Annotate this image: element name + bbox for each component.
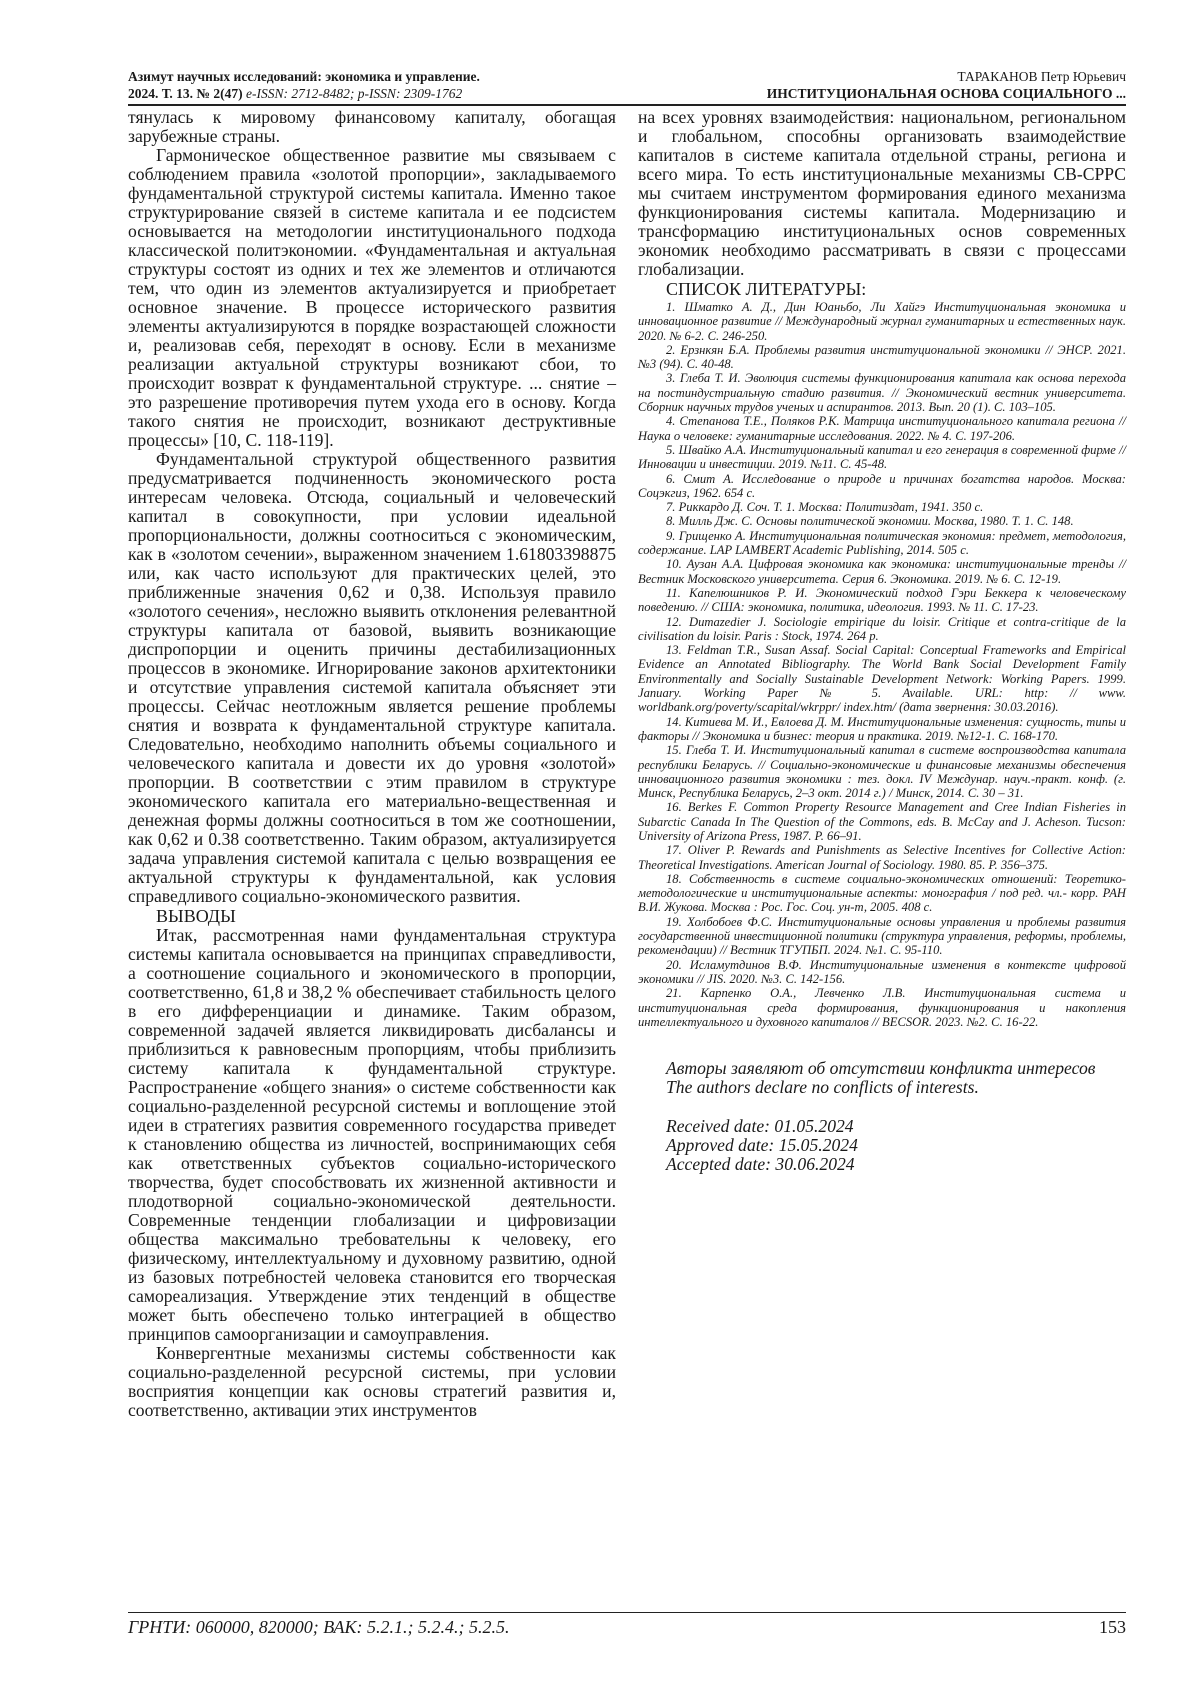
reference-list — [638, 300, 1126, 1029]
reference-item: 20. Исламутдинов В.Ф. Институциональные изменения в контексте цифровой экономики // JIS. 2020. №3. С. 142-156. — [638, 957, 1126, 986]
body-paragraph: Фундаментальной структурой общественного развития предусматривается подчиненность экономического роста интересам человека. Отсюда, социальный и человеческий капитал в совокупности, при условии идеальной пропорциональности, должны соотноситься с экономическим, как в «золотом сечении», выраженном значением 1.61803398875 или, как часто используют для практических целей, это приближенные значения 0,62 и 0,38. Используя правило «золотого сечения», несложно выявить отклонения релевантной структуры капитала от базовой, выявить возникающие диспропорции и оценить причины дестабилизационных процессов в экономике. Игнорирование законов архитектоники и отсутствие управления системой капитала объясняет эти процессы. Сейчас неотложным является решение проблемы снятия и возврата к фундаментальной структуре капитала. Следовательно, необходимо наполнить объемы социального и человеческого капитала и довести их до уровня «золотой» пропорции. В соответствии с этим правилом в структуре экономического капитала его материально-вещественная и денежная формы должны соотноситься в том же соотношении, как 0,62 и 0.38 соответственно. Таким образом, актуализируется задача управления системой капитала с целью возвращения ее актуальной структуры к фундаментальной, как условия справедливого социально-экономического развития. — [128, 449, 616, 906]
reference-item: 19. Холбобоев Ф.С. Институциональные основы управления и проблемы развития государственной инвестиционной политики (структура управления, реформы, проблемы, рекомендации) // Вестник ТГУПБП. 2024. №1. С. 95-110. — [638, 914, 1126, 958]
reference-item: 5. Швайко А.А. Институциональный капитал и его генерация в современной фирме // Инновации и инвестиции. 2019. №11. С. 45-48. — [638, 442, 1126, 472]
footer-rule — [128, 1612, 1126, 1613]
author-name: Петр Юрьевич — [1037, 69, 1126, 84]
page-number: 153 — [1099, 1617, 1126, 1637]
author-surname: ТАРАКАНОВ — [957, 69, 1038, 84]
references-title: СПИСОК ЛИТЕРАТУРЫ: — [666, 279, 867, 299]
reference-item: 7. Риккардо Д. Соч. Т. 1. Москва: Политиздат, 1941. 350 с. — [666, 500, 984, 515]
reference-item: 17. Oliver P. Rewards and Punishments as Selective Incentives for Collective Action: Theoretical Investigations. American Journal of Sociology. 1980. 85. P. 356–375. — [638, 843, 1126, 872]
running-header — [128, 68, 1126, 106]
reference-item: 10. Аузан А.А. Цифровая экономика как экономика: институциональные тренды // Вестник Московского университета. Серия 6. Экономика. 2019. № 6. С. 12-19. — [638, 557, 1126, 586]
body-paragraph: Итак, рассмотренная нами фундаментальная структура системы капитала основывается на принципах справедливости, а соотношение социального и экономического в пропорции, соответственно, 61,8 и 38,2 % обеспечивает стабильность целого в его дифференциации и динамике. Таким образом, современной задачей является ликвидировать дисбалансы и приблизиться к равновесным пропорциям, чтобы приблизить систему капитала к фундаментальной структуре. Распространение «общего знания» о системе собственности как социально-разделенной ресурсной системы и воплощение этой идеи в стратегиях развития современного государства приведет к становлению общества из личностей, воспринимающих себя как ответственных субъектов социально-исторического творчества, будет способствовать их жизненной активности и плодотворной социально-экономической деятельности. Современные тенденции глобализации и цифровизации общества максимально требовательны к человеку, его физическому, интеллектуальному и духовному развитию, одной из базовых потребностей человека становится его творческая самореализация. Утверждение этих тенденций в обществе может быть обеспечено только интеграцией в общество принципов самоорганизации и самоуправления. — [128, 925, 616, 1344]
reference-item: 3. Глеба Т. И. Эволюция системы функционирования капитала как основа перехода на постиндустриальную стадию развития. // Экономический вестник университета. Сборник научных трудов ученых и аспирантов. 2013. Вып. 20 (1). С. 103–105. — [638, 371, 1126, 415]
reference-item: 9. Грищенко А. Институциональная политическая экономия: предмет, методология, содержание. LAP LAMBERT Academic Publishing, 2014. 505 с. — [638, 528, 1126, 558]
body-paragraph: Гармоническое общественное развитие мы связываем с соблюдением правила «золотой пропорции», закладываемого фундаментальной структурой системы капитала. Именно такое структурирование связей в системе капитала и ее подсистем основывается на методологии институционального подхода классической политэкономии. «Фундаментальная и актуальная структуры состоят из одних и тех же элементов и отличаются тем, что один из элементов актуализируется и приобретает основное значение. В процессе исторического развития элементы актуализируются в порядке возрастающей сложности и, реализовав себя, переходят в основу. Если в механизме реализации актуальной структуры возникают сбои, то происходит возврат к фундаментальной структуре. ... снятие – это разрешение противоречия путем ухода его в основу. Когда такого снятия не происходит, возникают деструктивные процессы» [10, С. 118-119]. — [128, 145, 616, 450]
header-rule — [128, 104, 1126, 106]
article-info — [767, 68, 1126, 102]
section-title-conclusions: ВЫВОДЫ — [156, 906, 236, 926]
reference-item: 4. Степанова Т.Е., Поляков Р.К. Матрица институционального капитала региона // Наука о человеке: гуманитарные исследования. 2022. № 4. С. 197-206. — [638, 414, 1126, 443]
article-dates — [638, 1117, 1126, 1174]
journal-volume: 2024. Т. 13. № 2(47) — [128, 86, 243, 101]
reference-item: 21. Карпенко О.А., Левченко Л.В. Институциональная система и институциональная среда формирования, функционирования и накопления интеллектуального и духовного капиталов // BECSOR. 2023. №2. С. 16-22. — [638, 986, 1126, 1029]
accepted-date: Accepted date: 30.06.2024 — [666, 1154, 855, 1175]
reference-item: 1. Шматко А. Д., Дин Юаньбо, Ли Хайгэ Институциональная экономика и инновационное развитие // Международный журнал гуманитарных и естественных наук. 2020. № 6-2. С. 246-250. — [638, 300, 1126, 343]
right-column — [638, 108, 1126, 1174]
reference-item: 8. Милль Дж. С. Основы политической экономии. Москва, 1980. Т. 1. С. 148. — [666, 514, 1074, 529]
reference-item: 14. Китиева М. И., Евлоева Д. М. Институциональные изменения: сущность, типы и факторы // Экономика и бизнес: теория и практика. 2019. №12-1. С. 168-170. — [638, 714, 1126, 743]
reference-item: 13. Feldman T.R., Susan Assaf. Social Capital: Conceptual Frameworks and Empirical Evidence an Annotated Bibliography. The World Bank Social Development Family Environmentally and Socially Sustainable Development Network: Working Papers. 1999. January. Working Paper № 5. Available. URL: http: // www. worldbank.org/poverty/scapital/wkrppr/ index.htm/ (дата звернення: 30.03.2016). — [638, 643, 1126, 715]
received-date: Received date: 01.05.2024 — [666, 1116, 854, 1137]
reference-item: 11. Капелюшников Р. И. Экономический подход Гэри Беккера к человеческому поведению. // США: экономика, политика, идеология. 1993. № 11. С. 17-23. — [638, 585, 1126, 615]
reference-item: 15. Глеба Т. И. Институциональный капитал в системе воспроизводства капитала республики Беларусь. // Социально-экономические и финансовые механизмы обеспечения инновационного развития экономики : тез. докл. IV Междунар. науч.-практ. конф. (г. Минск, Республика Беларусь, 2–3 окт. 2014 г.) / Минск, 2014. С. 30 – 31. — [638, 743, 1126, 801]
left-column — [128, 108, 616, 1420]
body-paragraph: тянулась к мировому финансовому капиталу, обогащая зарубежные страны. — [128, 107, 616, 146]
journal-issue-line — [128, 85, 480, 102]
journal-title: Азимут научных исследований: экономика и управление. — [128, 69, 480, 84]
author-line — [767, 68, 1126, 85]
reference-item: 6. Смит А. Исследование о природе и причинах богатства народов. Москва: Соцэкгиз, 1962. 654 с. — [638, 471, 1126, 500]
reference-item: 16. Berkes F. Common Property Resource Management and Cree Indian Fisheries in Subarctic Canada In The Question of the Commons, eds. B. McCay and J. Acheson. Tucson: University of Arizona Press, 1987. P. 66–91. — [638, 800, 1126, 843]
journal-info — [128, 68, 480, 102]
declaration-en: The authors declare no conflicts of interests. — [666, 1077, 979, 1098]
body-paragraph: на всех уровнях взаимодействия: национальном, региональном и глобальном, способны организовать взаимодействие капиталов в системе капитала отдельной страны, региона и всего мира. То есть институциональные механизмы СВ-СРРС мы считаем инструментом формирования единого механизма функционирования системы капитала. Модернизацию и трансформацию институциональных основ современных экономик необходимо рассматривать в связи с процессами глобализации. — [638, 107, 1126, 279]
article-title: ИНСТИТУЦИОНАЛЬНАЯ ОСНОВА СОЦИАЛЬНОГО ... — [766, 86, 1126, 101]
conflict-declaration — [638, 1059, 1126, 1174]
body-paragraph: Конвергентные механизмы системы собственности как социально-разделенной ресурсной системы, при условии восприятия концепции как основы стратегий развития и, соответственно, активации этих инструментов — [128, 1343, 616, 1420]
reference-item: 2. Ерзнкян Б.А. Проблемы развития институциональной экономики // ЭНСР. 2021. №3 (94). С. 40-48. — [638, 342, 1126, 372]
approved-date: Approved date: 15.05.2024 — [666, 1135, 858, 1156]
classification-codes: ГРНТИ: 060000, 820000; ВАК: 5.2.1.; 5.2.4.; 5.2.5. — [128, 1617, 510, 1637]
reference-item: 18. Собственность в системе социально-экономических отношений: Теоретико-методологические и институциональные аспекты: монография / под ред. чл.- корр. РАН В.И. Жукова. Москва : Рос. Гос. Соц. ун-т, 2005. 408 с. — [638, 871, 1126, 915]
reference-item: 12. Dumazedier J. Sociologie empirique du loisir. Critique et contra-critique de la civilisation du loisir. Paris : Stock, 1974. 264 p. — [638, 614, 1126, 643]
journal-issn: e-ISSN: 2712-8482; p-ISSN: 2309-1762 — [242, 86, 463, 101]
declaration-ru: Авторы заявляют об отсутствии конфликта интересов — [666, 1058, 1096, 1079]
